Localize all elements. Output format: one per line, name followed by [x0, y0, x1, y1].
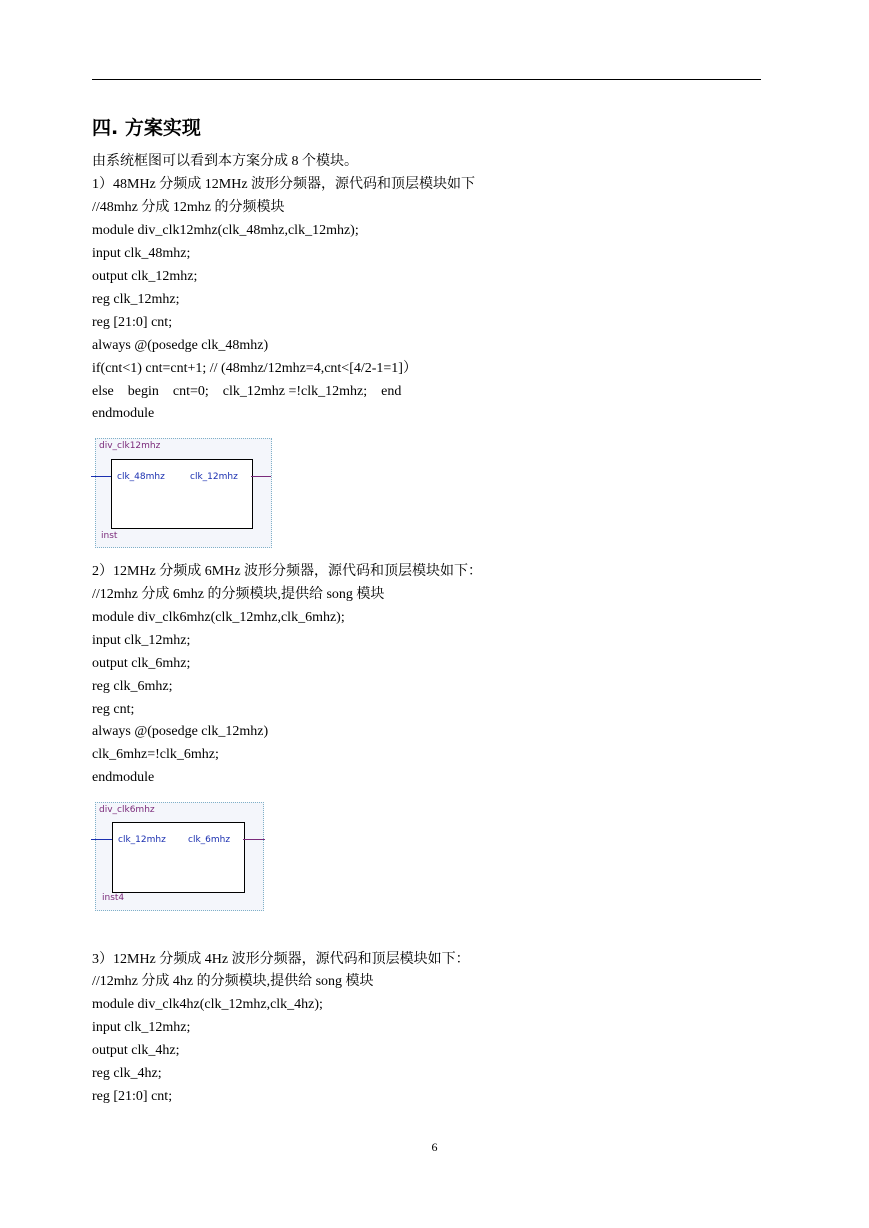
module-block-div-clk6mhz	[95, 802, 264, 911]
code-line: else begin cnt=0; clk_12mhz =!clk_12mhz; end	[92, 384, 402, 399]
code-line: //12mhz 分成 6mhz 的分频模块,提供给 song 模块	[92, 587, 385, 602]
section-heading: 四. 方案实现	[92, 117, 201, 139]
header-rule	[92, 79, 761, 80]
code-line: reg [21:0] cnt;	[92, 1089, 173, 1104]
instance-label: inst4	[102, 893, 125, 903]
code-line: module div_clk12mhz(clk_48mhz,clk_12mhz);	[92, 223, 359, 238]
block-symbol	[111, 459, 253, 529]
output-wire	[251, 476, 271, 477]
code-line: module div_clk6mhz(clk_12mhz,clk_6mhz);	[92, 610, 345, 625]
code-line: endmodule	[92, 406, 155, 421]
code-line: reg clk_6mhz;	[92, 679, 173, 694]
output-port-label: clk_12mhz	[190, 472, 238, 482]
input-port-label: clk_48mhz	[117, 472, 165, 482]
code-line: always @(posedge clk_48mhz)	[92, 338, 269, 353]
section3-title: 3）12MHz 分频成 4Hz 波形分频器，源代码和顶层模块如下：	[92, 952, 470, 967]
code-line: always @(posedge clk_12mhz)	[92, 724, 269, 739]
code-line: //48mhz 分成 12mhz 的分频模块	[92, 200, 285, 215]
code-line: module div_clk4hz(clk_12mhz,clk_4hz);	[92, 997, 323, 1012]
code-line: if(cnt<1) cnt=cnt+1; // (48mhz/12mhz=4,cnt<[4/2-1=1]）	[92, 361, 417, 376]
block-symbol	[112, 822, 245, 893]
section2-title: 2）12MHz 分频成 6MHz 波形分频器，源代码和顶层模块如下：	[92, 564, 483, 579]
output-port-label: clk_6mhz	[188, 835, 231, 845]
input-wire	[91, 839, 112, 840]
code-line: reg clk_4hz;	[92, 1066, 162, 1081]
input-port-label: clk_12mhz	[118, 835, 166, 845]
code-line: //12mhz 分成 4hz 的分频模块,提供给 song 模块	[92, 974, 374, 989]
code-line: input clk_48mhz;	[92, 246, 191, 261]
code-line: output clk_12mhz;	[92, 269, 198, 284]
instance-label: inst	[101, 531, 118, 541]
code-line: reg [21:0] cnt;	[92, 315, 173, 330]
module-block-div-clk12mhz	[95, 438, 272, 548]
block-name: div_clk12mhz	[99, 441, 161, 451]
code-line: endmodule	[92, 770, 155, 785]
intro-text: 由系统框图可以看到本方案分成 8 个模块。	[92, 154, 358, 169]
input-wire	[91, 476, 111, 477]
code-line: reg cnt;	[92, 702, 135, 717]
code-line: input clk_12mhz;	[92, 633, 191, 648]
code-line: clk_6mhz=!clk_6mhz;	[92, 747, 219, 762]
section1-title: 1）48MHz 分频成 12MHz 波形分频器，源代码和顶层模块如下	[92, 177, 476, 192]
block-name: div_clk6mhz	[99, 805, 155, 815]
code-line: reg clk_12mhz;	[92, 292, 180, 307]
code-line: output clk_6mhz;	[92, 656, 191, 671]
page-number: 6	[431, 1140, 438, 1154]
code-line: input clk_12mhz;	[92, 1020, 191, 1035]
code-line: output clk_4hz;	[92, 1043, 180, 1058]
output-wire	[243, 839, 265, 840]
